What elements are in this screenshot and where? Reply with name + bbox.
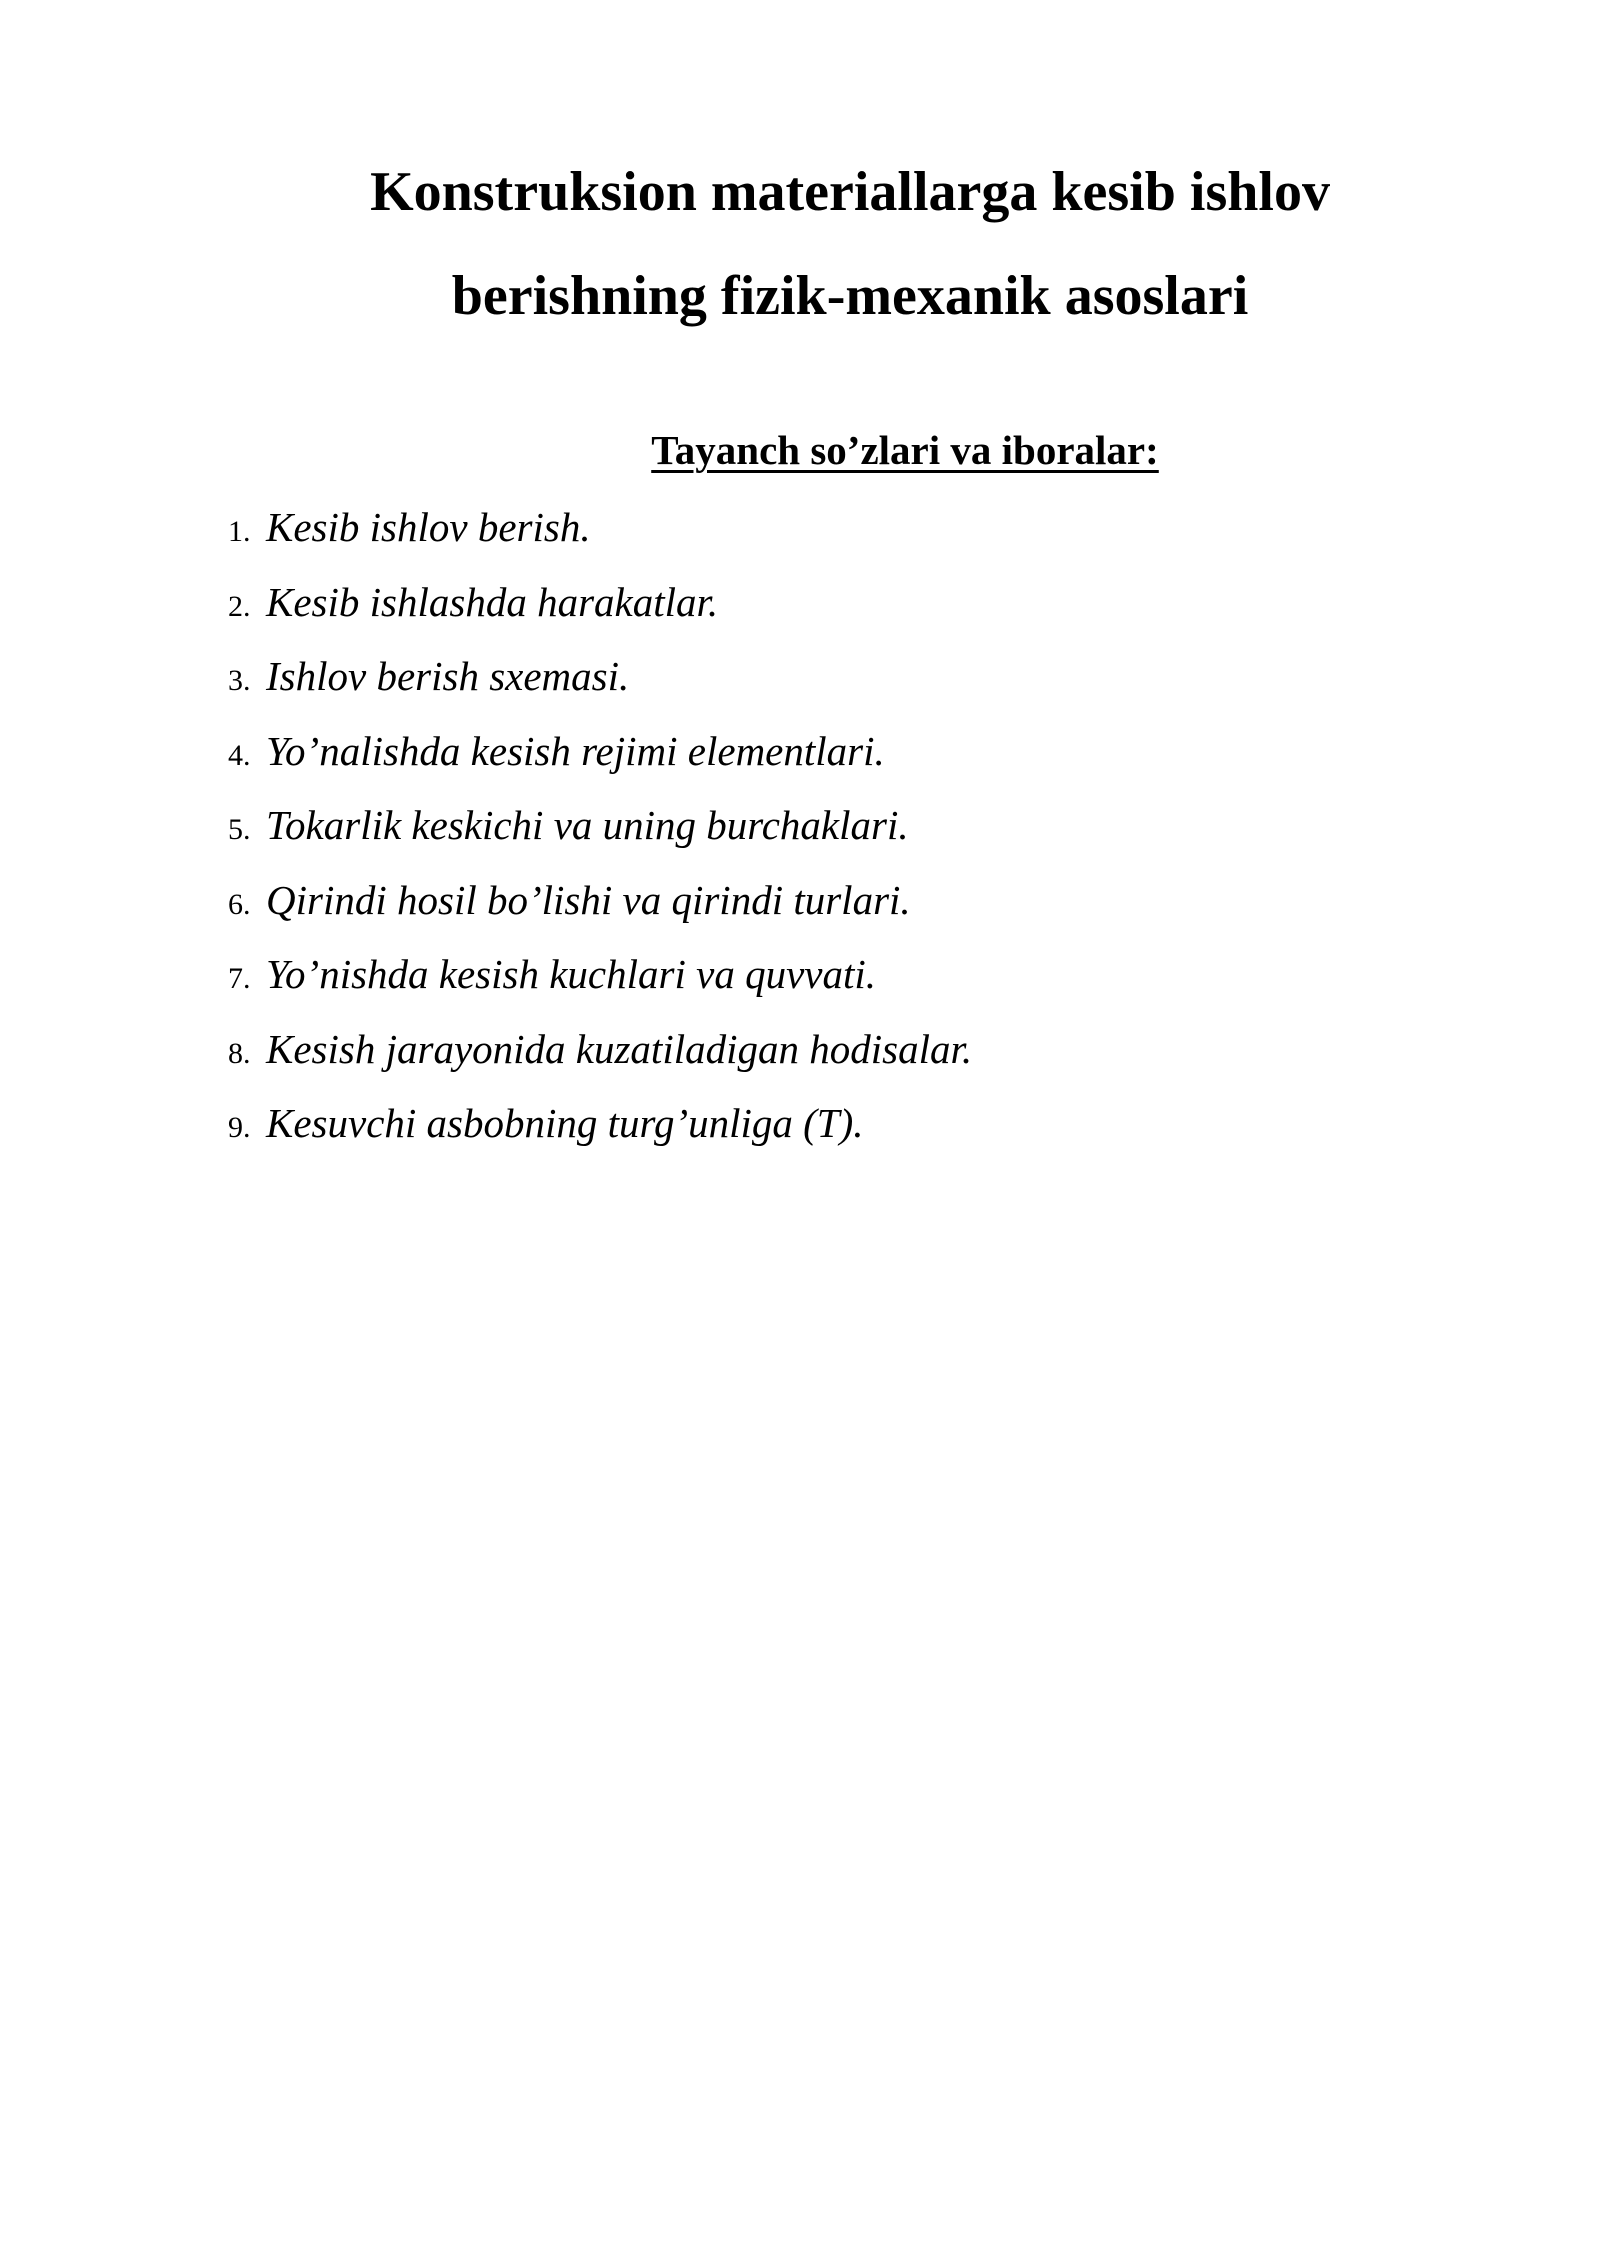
list-item-text: Kesib ishlashda harakatlar.	[266, 578, 719, 625]
list-item-number: 3.	[228, 664, 251, 697]
list-item	[228, 876, 972, 951]
list-item-text: Tokarlik keskichi va uning burchaklari.	[266, 802, 909, 848]
keyword-list	[228, 503, 972, 1174]
list-item	[228, 950, 972, 1025]
list-item	[228, 1025, 972, 1100]
keywords-heading: Tayanch so’zlari va iboralar:	[651, 427, 1159, 473]
list-item-text: Yo’nishda kesish kuchlari va quvvati.	[266, 951, 876, 997]
title-line-2: berishning fizik-mexanik asoslari	[451, 265, 1249, 327]
list-item-text: Kesib ishlov berish.	[266, 504, 591, 550]
list-item-number: 7.	[228, 962, 251, 995]
list-item-text: Yo’nalishda kesish rejimi elementlari.	[266, 727, 885, 774]
list-item	[228, 652, 972, 727]
list-item-number: 2.	[228, 589, 251, 623]
list-item-text: Ishlov berish sxemasi.	[266, 653, 630, 699]
list-item	[228, 1099, 972, 1174]
list-item	[228, 578, 972, 653]
list-item-number: 5.	[228, 813, 251, 846]
list-item-text: Qirindi hosil bo’lishi va qirindi turlari.	[266, 876, 911, 923]
list-item-number: 9.	[228, 1111, 251, 1144]
list-item-text: Kesish jarayonida kuzatiladigan hodisalar.	[266, 1025, 973, 1072]
list-item-number: 6.	[228, 887, 251, 921]
list-item-text: Kesuvchi asbobning turg’unliga (T).	[266, 1100, 864, 1146]
list-item-number: 1.	[228, 515, 251, 548]
title-line-1: Konstruksion materiallarga kesib ishlov	[370, 161, 1330, 223]
page-title	[300, 140, 1400, 348]
list-item	[228, 801, 972, 876]
list-item	[228, 503, 972, 578]
list-item	[228, 727, 972, 802]
list-item-number: 8.	[228, 1036, 251, 1070]
list-item-number: 4.	[228, 738, 251, 772]
